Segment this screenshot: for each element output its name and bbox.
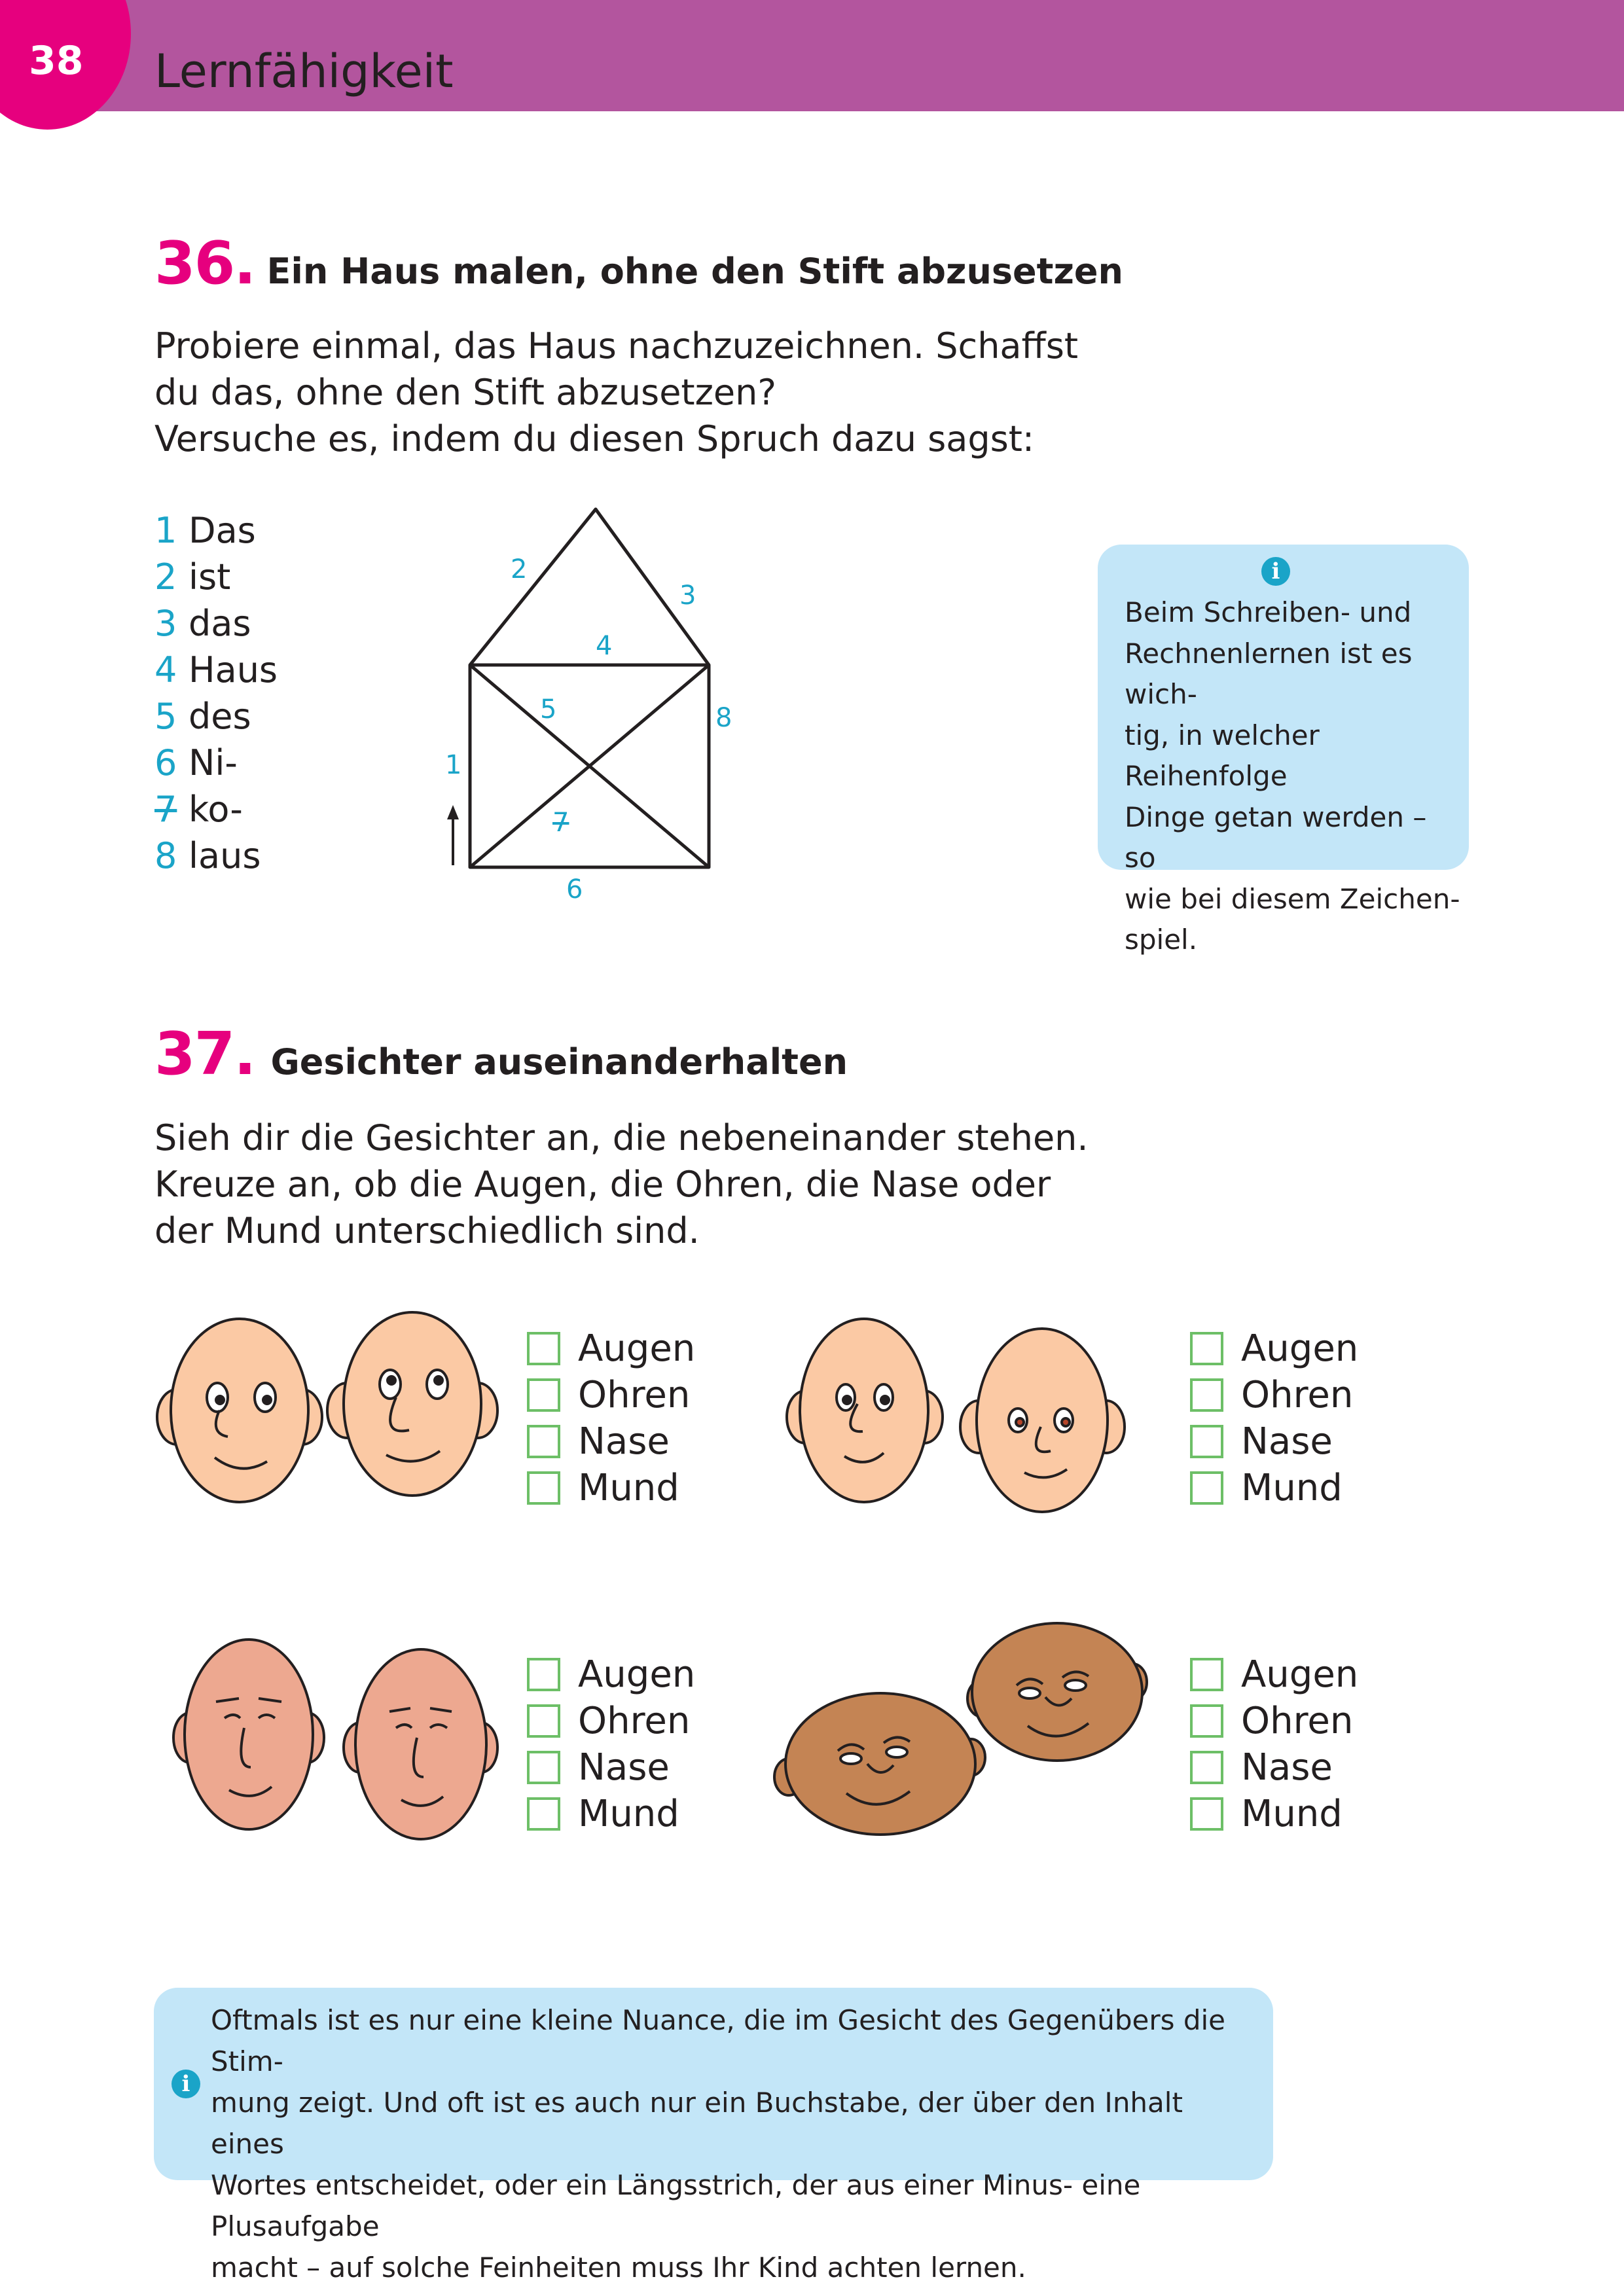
- rhyme-number: 4: [154, 649, 177, 691]
- info-icon: i: [1261, 557, 1290, 586]
- info-line: wie bei diesem Zeichen-: [1125, 882, 1460, 915]
- checkbox[interactable]: [527, 1658, 560, 1691]
- checkbox-label: Augen: [578, 1327, 696, 1370]
- rhyme-line: [154, 507, 278, 554]
- checkbox-label: Nase: [1241, 1746, 1333, 1789]
- face: [327, 1312, 497, 1496]
- checkbox-label: Nase: [578, 1746, 670, 1789]
- checkbox[interactable]: [1190, 1378, 1223, 1412]
- info-line: Oftmals ist es nur eine kleine Nuance, die im Gesicht des Gegenübers die Stim-: [211, 2004, 1226, 2077]
- checkbox[interactable]: [527, 1704, 560, 1738]
- exercise-36-instructions: [154, 323, 1078, 462]
- checkbox-label: Ohren: [1241, 1374, 1354, 1416]
- checkbox-label: Mund: [1241, 1467, 1343, 1509]
- face: [173, 1640, 324, 1829]
- house-label-1: 1: [445, 750, 462, 780]
- info-line: tig, in welcher Reihenfolge: [1125, 719, 1320, 792]
- instruction-line: Kreuze an, ob die Augen, die Ohren, die Nase oder: [154, 1164, 1051, 1205]
- rhyme-word: des: [189, 696, 251, 737]
- checklist-pair-4: [1190, 1651, 1358, 1837]
- checkbox-label: Nase: [1241, 1420, 1333, 1463]
- checkbox[interactable]: [1190, 1471, 1223, 1505]
- info-text-faces: [211, 2000, 1258, 2288]
- checkbox[interactable]: [527, 1332, 560, 1365]
- face: [344, 1649, 497, 1839]
- checkbox-label: Mund: [578, 1793, 679, 1835]
- checklist-pair-1: [527, 1325, 695, 1511]
- exercise-37-heading: [154, 1020, 848, 1088]
- info-text-drawing-order: [1125, 592, 1465, 961]
- exercise-36-title: Ein Haus malen, ohne den Stift abzusetzen: [266, 251, 1123, 292]
- checkbox-row-ohren[interactable]: [527, 1698, 695, 1744]
- checkbox-row-augen[interactable]: [527, 1325, 695, 1372]
- face: [960, 1329, 1125, 1512]
- house-label-6: 6: [566, 874, 583, 905]
- info-line: Dinge getan werden – so: [1125, 800, 1427, 874]
- rhyme-word: ko-: [189, 789, 243, 830]
- instruction-line: du das, ohne den Stift abzusetzen?: [154, 372, 777, 413]
- checkbox-label: Mund: [578, 1467, 679, 1509]
- checkbox-row-mund[interactable]: [527, 1465, 695, 1511]
- rhyme-line: [154, 554, 278, 600]
- checkbox[interactable]: [1190, 1425, 1223, 1458]
- checkbox[interactable]: [1190, 1704, 1223, 1738]
- info-icon: i: [171, 2070, 200, 2098]
- checkbox-label: Augen: [578, 1653, 696, 1696]
- checkbox[interactable]: [527, 1797, 560, 1831]
- checkbox[interactable]: [1190, 1751, 1223, 1784]
- checkbox[interactable]: [1190, 1797, 1223, 1831]
- checkbox-label: Nase: [578, 1420, 670, 1463]
- face: [787, 1319, 943, 1502]
- rhyme-number: 8: [154, 835, 177, 876]
- exercise-37-number: 37.: [154, 1020, 255, 1088]
- instruction-line: Versuche es, indem du diesen Spruch dazu sagst:: [154, 418, 1035, 459]
- checkbox-row-ohren[interactable]: [527, 1372, 695, 1418]
- checkbox-row-nase[interactable]: [1190, 1744, 1358, 1791]
- info-line: mung zeigt. Und oft ist es auch nur ein Buchstabe, der über den Inhalt eines: [211, 2087, 1183, 2160]
- info-line: Rechnenlernen ist es wich-: [1125, 637, 1413, 710]
- info-line: Beim Schreiben- und: [1125, 596, 1412, 628]
- face-pair-2: [785, 1312, 1139, 1528]
- checkbox-row-augen[interactable]: [527, 1651, 695, 1698]
- house-drawing: [419, 497, 759, 916]
- checkbox-label: Augen: [1241, 1327, 1359, 1370]
- face: [157, 1319, 322, 1502]
- rhyme-number: 5: [154, 696, 177, 737]
- rhyme-number: 2: [154, 556, 177, 598]
- rhyme-list: [154, 507, 278, 879]
- rhyme-line: [154, 600, 278, 647]
- rhyme-number: 3: [154, 603, 177, 644]
- checkbox[interactable]: [527, 1471, 560, 1505]
- house-label-4: 4: [596, 631, 613, 661]
- checkbox-label: Ohren: [578, 1700, 691, 1742]
- house-label-5: 5: [540, 694, 557, 725]
- house-roof: [470, 509, 709, 665]
- instruction-line: Sieh dir die Gesichter an, die nebeneinander stehen.: [154, 1117, 1089, 1158]
- house-label-3: 3: [679, 581, 696, 611]
- face-pair-3: [173, 1636, 514, 1852]
- checkbox-row-ohren[interactable]: [1190, 1698, 1358, 1744]
- checkbox-label: Mund: [1241, 1793, 1343, 1835]
- rhyme-line: [154, 693, 278, 740]
- rhyme-line: [154, 833, 278, 879]
- instruction-line: der Mund unterschiedlich sind.: [154, 1210, 700, 1251]
- face-pair-4: [769, 1620, 1146, 1836]
- exercise-37-instructions: [154, 1115, 1089, 1254]
- chapter-title: Lernfähigkeit: [154, 45, 454, 98]
- rhyme-word: Ni-: [189, 742, 238, 783]
- rhyme-word: laus: [189, 835, 261, 876]
- info-line: Wortes entscheidet, oder ein Längsstrich, der aus einer Minus- eine Plusaufgabe: [211, 2169, 1141, 2242]
- exercise-36-heading: [154, 229, 1123, 298]
- checkbox-row-mund[interactable]: [1190, 1791, 1358, 1837]
- rhyme-number: 1: [154, 510, 177, 551]
- rhyme-line: [154, 786, 278, 833]
- checkbox[interactable]: [1190, 1332, 1223, 1365]
- checkbox[interactable]: [527, 1378, 560, 1412]
- checklist-pair-3: [527, 1651, 695, 1837]
- checkbox-row-nase[interactable]: [1190, 1418, 1358, 1465]
- checkbox-label: Augen: [1241, 1653, 1359, 1696]
- rhyme-number: 6: [154, 742, 177, 783]
- checkbox-row-nase[interactable]: [527, 1744, 695, 1791]
- checkbox[interactable]: [527, 1751, 560, 1784]
- instruction-line: Probiere einmal, das Haus nachzuzeichnen. Schaffst: [154, 325, 1079, 367]
- exercise-37-title: Gesichter auseinanderhalten: [270, 1041, 848, 1083]
- checkbox-label: Ohren: [578, 1374, 691, 1416]
- checkbox[interactable]: [527, 1425, 560, 1458]
- checkbox-label: Ohren: [1241, 1700, 1354, 1742]
- start-arrow: [447, 805, 459, 865]
- rhyme-number: 7: [154, 789, 177, 830]
- checkbox-row-mund[interactable]: [527, 1791, 695, 1837]
- checkbox-row-augen[interactable]: [1190, 1325, 1358, 1372]
- checkbox-row-augen[interactable]: [1190, 1651, 1358, 1698]
- rhyme-word: das: [189, 603, 251, 644]
- rhyme-word: Haus: [189, 649, 278, 691]
- checkbox-row-mund[interactable]: [1190, 1465, 1358, 1511]
- checkbox-row-ohren[interactable]: [1190, 1372, 1358, 1418]
- face: [967, 1623, 1147, 1761]
- rhyme-word: ist: [189, 556, 231, 598]
- exercise-36-number: 36.: [154, 229, 255, 298]
- checklist-pair-2: [1190, 1325, 1358, 1511]
- rhyme-line: [154, 647, 278, 693]
- house-label-8: 8: [715, 703, 732, 733]
- rhyme-word: Das: [189, 510, 256, 551]
- house-label-7: 7: [552, 808, 569, 838]
- checkbox-row-nase[interactable]: [527, 1418, 695, 1465]
- info-line: spiel.: [1125, 924, 1198, 956]
- checkbox[interactable]: [1190, 1658, 1223, 1691]
- info-line: macht – auf solche Feinheiten muss Ihr Kind achten lernen.: [211, 2251, 1026, 2284]
- face: [774, 1693, 985, 1835]
- house-label-2: 2: [511, 554, 528, 584]
- face-pair-1: [157, 1306, 524, 1522]
- page-number: 38: [29, 38, 84, 84]
- rhyme-line: [154, 740, 278, 786]
